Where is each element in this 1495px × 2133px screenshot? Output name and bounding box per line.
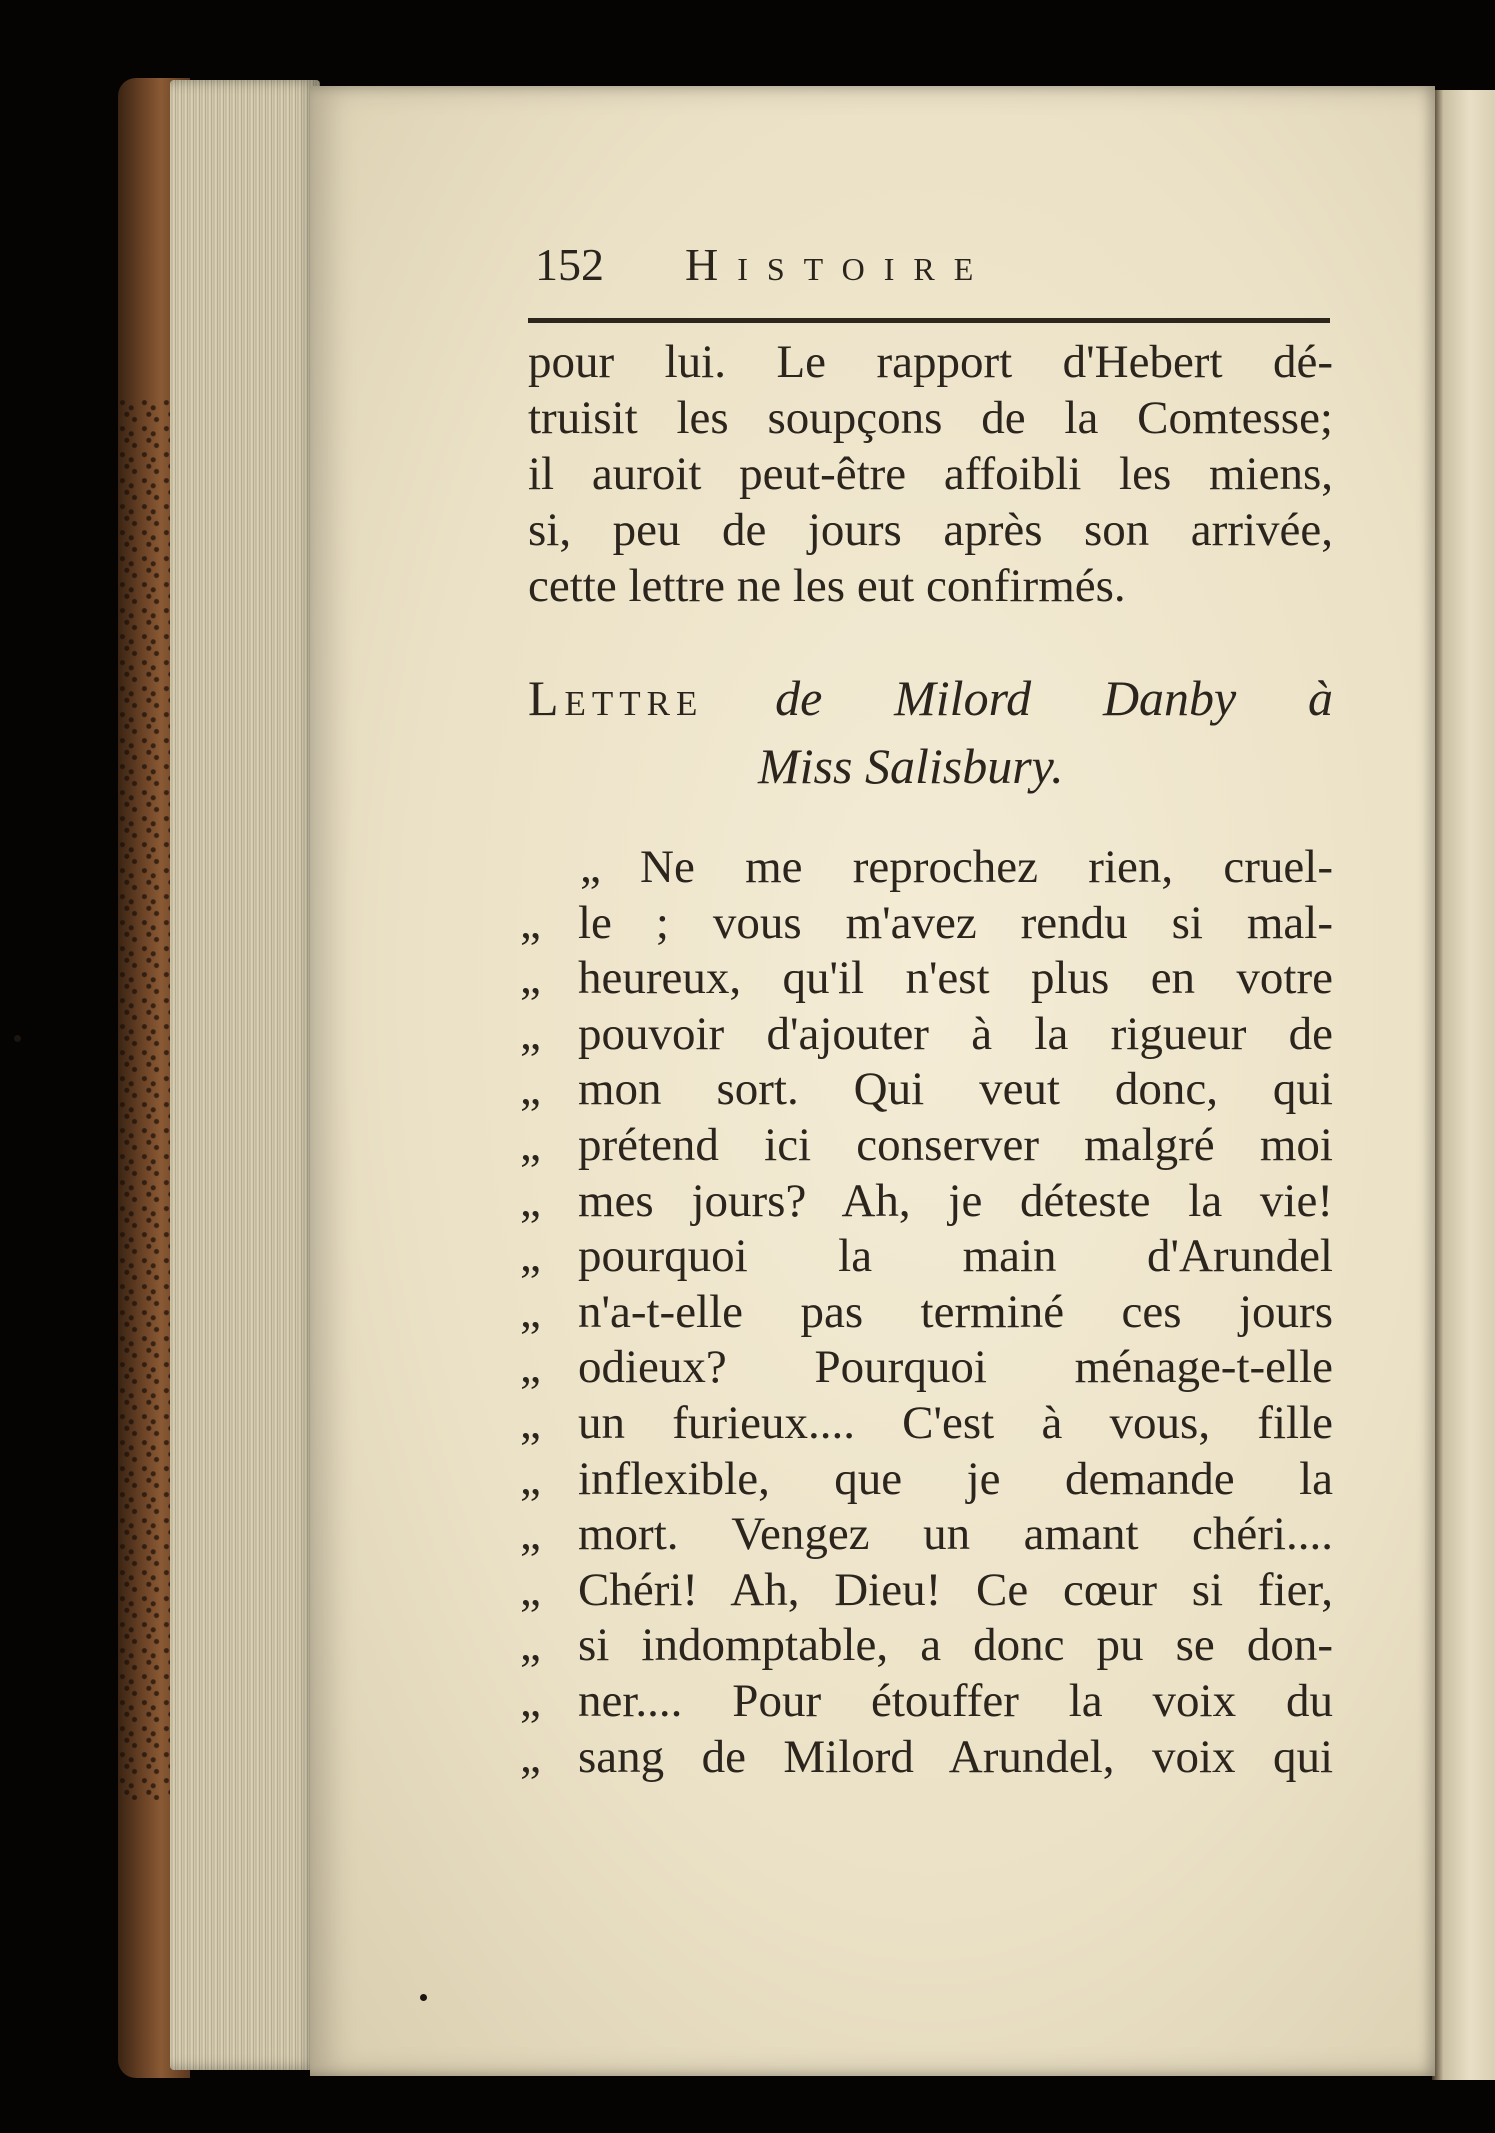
text-line: il auroit peut-être affoibli les miens, xyxy=(528,448,1333,500)
quote-mark: „ xyxy=(520,1118,541,1171)
quote-mark: „ xyxy=(520,1230,541,1283)
quote-mark: „ xyxy=(520,1730,541,1783)
quote-mark: „ xyxy=(520,952,541,1005)
text-line: truisit les soupçons de la Comtesse; xyxy=(528,392,1333,444)
letter-line-text: le ; vous m'avez rendu si mal- xyxy=(578,896,1333,949)
quote-mark: „ xyxy=(520,1341,541,1394)
letter-line xyxy=(520,1340,1333,1396)
text-line: pour lui. Le rapport d'Hebert dé- xyxy=(528,336,1333,388)
letter-line-text: Ne me reprochez rien, cruel- xyxy=(640,841,1333,893)
text-line: cette lettre ne les eut confirmés. xyxy=(528,560,1126,612)
letter-line-text: un furieux.... C'est à vous, fille xyxy=(578,1396,1333,1449)
letter-line-text: si indomptable, a donc pu se don- xyxy=(578,1619,1333,1672)
letter-line-text: Chéri! Ah, Dieu! Ce cœur si fier, xyxy=(578,1563,1333,1616)
letter-line-text: pouvoir d'ajouter à la rigueur de xyxy=(578,1007,1333,1060)
letter-line xyxy=(520,1674,1333,1730)
letter-line xyxy=(520,1396,1333,1452)
page-number: 152 xyxy=(535,239,604,290)
quote-mark: „ xyxy=(580,841,601,893)
letter-line-text: mon sort. Qui veut donc, qui xyxy=(578,1063,1333,1116)
quote-mark: „ xyxy=(520,1674,541,1727)
letter-line xyxy=(520,840,1333,896)
opening-paragraph xyxy=(528,334,1333,614)
quote-mark: „ xyxy=(520,1563,541,1616)
letter-line xyxy=(520,1285,1333,1341)
letter-line xyxy=(520,951,1333,1007)
quote-mark: „ xyxy=(520,1452,541,1505)
running-title: Histoire xyxy=(685,239,993,290)
letter-line xyxy=(520,1563,1333,1619)
letter-line xyxy=(520,896,1333,952)
header-rule xyxy=(528,318,1330,323)
letter-line-text: n'a-t-elle pas terminé ces jours xyxy=(578,1285,1333,1338)
letter-line-text: mort. Vengez un amant chéri.... xyxy=(578,1508,1333,1561)
heading-line-2: Miss Salisbury. xyxy=(758,738,1064,794)
heading-lettre: Lettre xyxy=(528,670,704,726)
quote-mark: „ xyxy=(520,1508,541,1561)
quote-mark: „ xyxy=(520,1619,541,1672)
letter-line-text: pourquoi la main d'Arundel xyxy=(578,1230,1333,1283)
letter-line-text: odieux? Pourquoi ménage-t-elle xyxy=(578,1341,1333,1394)
cover-speckle-texture xyxy=(118,400,178,1800)
letter-line xyxy=(520,1507,1333,1563)
heading-word: de xyxy=(775,670,823,726)
heading-word: à xyxy=(1308,670,1334,726)
letter-heading xyxy=(528,664,1333,800)
letter-line-text: ner.... Pour étouffer la voix du xyxy=(578,1674,1333,1727)
letter-line xyxy=(520,1618,1333,1674)
heading-line-1 xyxy=(528,664,1333,732)
letter-line-text: sang de Milord Arundel, voix qui xyxy=(578,1730,1333,1783)
quote-mark: „ xyxy=(520,1174,541,1227)
heading-word: Milord xyxy=(894,670,1032,726)
letter-line xyxy=(520,1062,1333,1118)
letter-line xyxy=(520,1118,1333,1174)
quote-mark: „ xyxy=(520,1063,541,1116)
letter-line xyxy=(520,1452,1333,1508)
letter-line-text: prétend ici conserver malgré moi xyxy=(578,1118,1333,1171)
quote-mark: „ xyxy=(520,1285,541,1338)
letter-line xyxy=(520,1007,1333,1063)
scan-speck xyxy=(420,1994,427,2001)
letter-line-text: inflexible, que je demande la xyxy=(578,1452,1333,1505)
heading-word: Danby xyxy=(1102,670,1237,726)
letter-line-text: mes jours? Ah, je déteste la vie! xyxy=(578,1174,1333,1227)
text-line: si, peu de jours après son arrivée, xyxy=(528,504,1333,556)
letter-line-text: heureux, qu'il n'est plus en votre xyxy=(578,952,1333,1005)
running-head xyxy=(535,238,1335,308)
quote-mark: „ xyxy=(520,896,541,949)
letter-body xyxy=(520,840,1333,1785)
letter-line xyxy=(520,1730,1333,1786)
page-edges xyxy=(170,80,320,2070)
letter-line xyxy=(520,1174,1333,1230)
facing-page-edge xyxy=(1432,90,1495,2080)
scan-speck xyxy=(14,1035,21,1042)
quote-mark: „ xyxy=(520,1396,541,1449)
letter-line xyxy=(520,1229,1333,1285)
quote-mark: „ xyxy=(520,1007,541,1060)
